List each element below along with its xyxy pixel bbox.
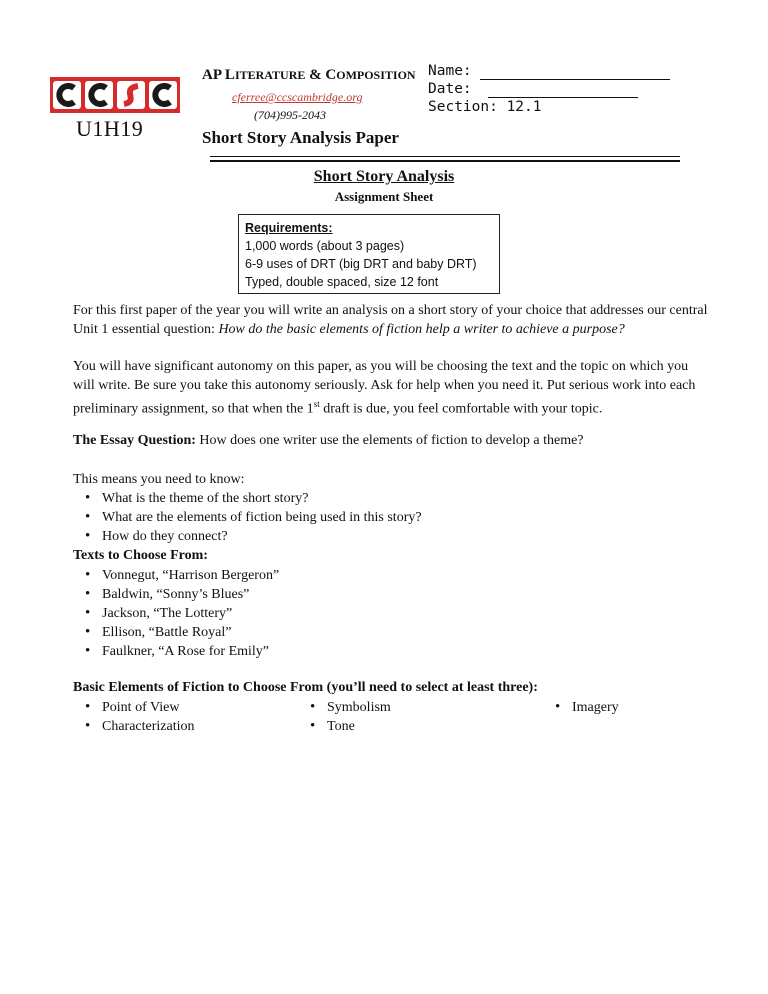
student-info-block xyxy=(428,62,670,116)
list-item: • What is the theme of the short story? xyxy=(73,489,693,508)
header-divider xyxy=(210,156,680,157)
course-title-part: OMPOSITION xyxy=(336,68,416,82)
autonomy-paragraph xyxy=(73,358,713,419)
section-value: 12.1 xyxy=(506,99,542,115)
essay-question-text: How does one writer use the elements of fiction to develop a theme? xyxy=(195,433,584,448)
list-item: • Ellison, “Battle Royal” xyxy=(73,623,693,642)
list-item: • Characterization xyxy=(73,717,293,736)
elements-heading: Basic Elements of Fiction to Choose From (you’ll need to select at least three): xyxy=(73,680,538,695)
list-item: • What are the elements of fiction being used in this story? xyxy=(73,508,693,527)
section-row xyxy=(428,98,670,116)
list-item: • Jackson, “The Lottery” xyxy=(73,604,693,623)
course-title-part: ITERATURE xyxy=(234,68,306,82)
course-title-part: & C xyxy=(305,67,337,83)
list-item: • Baldwin, “Sonny’s Blues” xyxy=(73,585,693,604)
elements-list-col3 xyxy=(543,698,723,717)
document-title: Short Story Analysis xyxy=(313,168,455,185)
autonomy-text: You will have significant autonomy on this paper, as you will be choosing the text and the topic on which you will write. Be sure you take this autonomy seriously. Ask for help when you need it. Put serious work into each preliminary assignment, so that when the 1 xyxy=(73,359,696,417)
ccsc-logo xyxy=(50,77,180,113)
list-item: • Tone xyxy=(298,717,518,736)
essay-question-label: The Essay Question: xyxy=(73,433,196,448)
elements-list-col1 xyxy=(73,698,293,736)
requirement-item: 6-9 uses of DRT (big DRT and baby DRT) xyxy=(245,257,477,271)
essay-question-paragraph xyxy=(73,432,713,451)
list-item: • Symbolism xyxy=(298,698,518,717)
teacher-phone: (704)995-2043 xyxy=(254,108,326,122)
header-divider-thick xyxy=(210,160,680,162)
texts-heading: Texts to Choose From: xyxy=(73,548,208,563)
need-to-know-intro: This means you need to know: xyxy=(73,472,245,487)
date-row xyxy=(428,80,670,98)
list-item: • Vonnegut, “Harrison Bergeron” xyxy=(73,566,693,585)
teacher-email-link[interactable]: cferree@ccscambridge.org xyxy=(232,90,363,104)
name-row xyxy=(428,62,670,80)
course-title xyxy=(202,67,416,84)
essential-question: How do the basic elements of fiction help a writer to achieve a purpose? xyxy=(218,321,625,337)
document-subtitle: Assignment Sheet xyxy=(334,189,434,204)
section-label: Section: xyxy=(428,99,498,115)
requirements-heading: Requirements: xyxy=(245,221,333,235)
name-blank[interactable] xyxy=(480,65,670,80)
list-item: • How do they connect? xyxy=(73,527,693,546)
course-title-part: AP L xyxy=(202,67,235,83)
intro-paragraph xyxy=(73,302,713,339)
name-label: Name: xyxy=(428,63,472,79)
autonomy-text-end: draft is due, you feel comfortable with your topic. xyxy=(319,401,603,417)
need-to-know-list xyxy=(73,489,693,546)
list-item: • Imagery xyxy=(543,698,723,717)
ordinal-suffix: st xyxy=(313,399,320,409)
paper-title: Short Story Analysis Paper xyxy=(202,128,399,147)
list-item: • Point of View xyxy=(73,698,293,717)
date-blank[interactable] xyxy=(488,83,638,98)
unit-code: U1H19 xyxy=(76,116,144,141)
requirements-box xyxy=(238,214,500,294)
date-label: Date: xyxy=(428,81,472,97)
requirement-item: 1,000 words (about 3 pages) xyxy=(245,239,405,253)
elements-list-col2 xyxy=(298,698,518,736)
intro-text: For this first paper of the year you will write an analysis on a short story of your choice that addresses our central Unit 1 essential question: xyxy=(73,303,708,337)
texts-list xyxy=(73,566,693,661)
requirement-item: Typed, double spaced, size 12 font xyxy=(245,275,439,289)
list-item: • Faulkner, “A Rose for Emily” xyxy=(73,642,693,661)
